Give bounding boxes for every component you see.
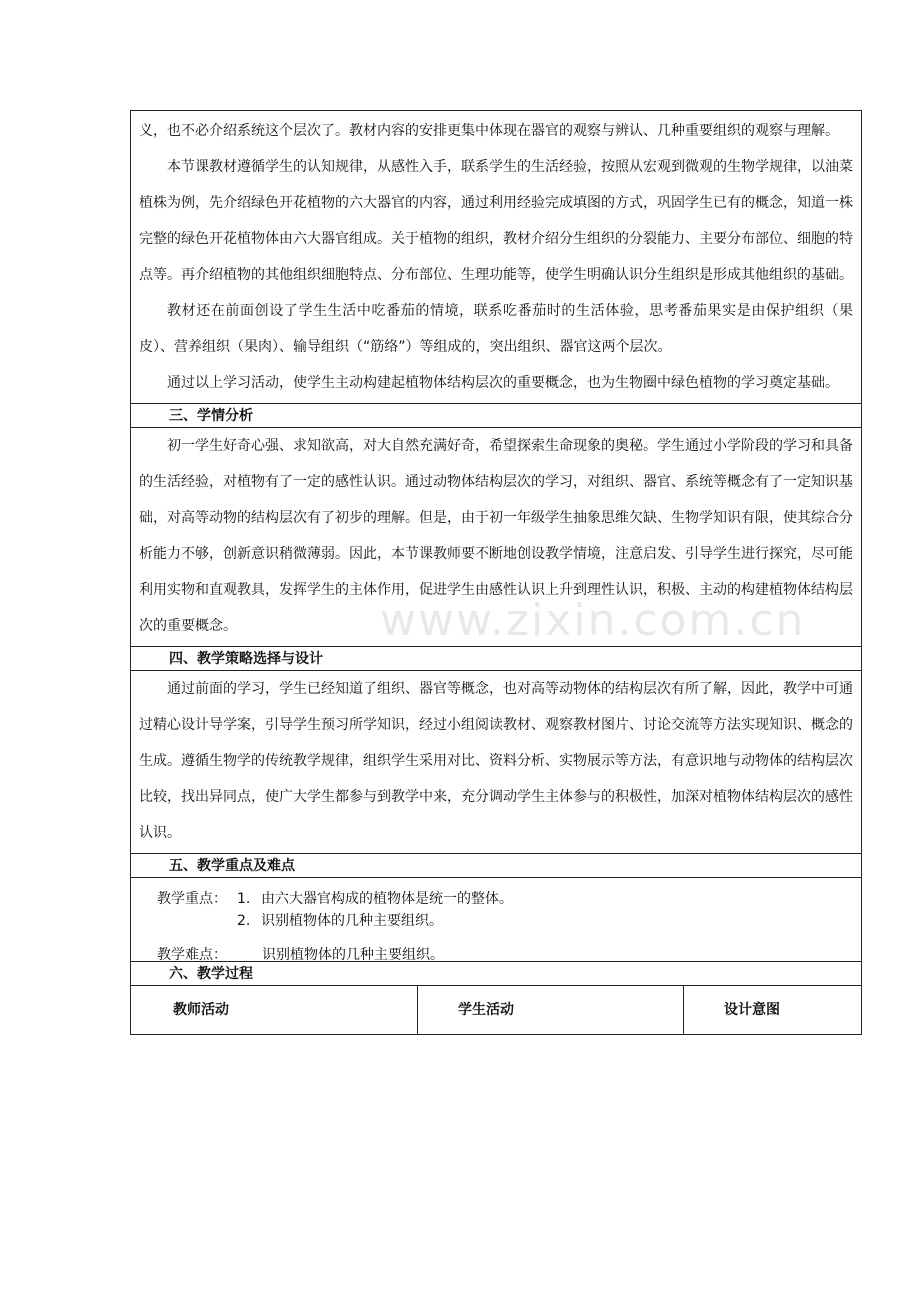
lesson-plan-table <box>130 110 862 1035</box>
difficulty-label: 教学难点： <box>157 947 227 963</box>
key-points-label: 教学重点： <box>157 891 227 907</box>
difficulty-text: 识别植物体的几种主要组织。 <box>262 947 444 963</box>
section-heading-student-analysis: 三、学情分析 <box>131 404 861 428</box>
difficulty-row <box>157 944 861 966</box>
section-heading-teaching-process: 六、教学过程 <box>131 962 861 986</box>
key-point-number: 1. <box>237 891 251 907</box>
key-point-row <box>157 888 861 910</box>
paragraph: 教材还在前面创设了学生生活中吃番茄的情境，联系吃番茄时的生活体验，思考番茄果实是由保护组织（果皮）、营养组织（果肉）、输导组织（“筋络”）等组成的，突出组织、器官这两个层次。 <box>139 303 853 355</box>
key-point-row <box>157 910 861 932</box>
column-header-teacher: 教师活动 <box>131 986 418 1034</box>
column-header-design-intent: 设计意图 <box>724 1002 780 1018</box>
section-heading-key-points: 五、教学重点及难点 <box>131 854 861 878</box>
column-header-student: 学生活动 <box>418 986 684 1034</box>
key-point-number: 2. <box>237 913 251 929</box>
paragraph: 初一学生好奇心强、求知欲高，对大自然充满好奇，希望探索生命现象的奥秘。学生通过小学阶段的学习和具备的生活经验，对植物有了一定的感性认识。通过动物体结构层次的学习，对组织、器官、系统等概念有了一定知识基础，对高等动物的结构层次有了初步的理解。但是，由于初一年级学生抽象思维欠缺、生物学知识有限，使其综合分析能力不够，创新意识稍微薄弱。因此，本节课教师要不断地创设教学情境，注意启发、引导学生进行探究，尽可能利用实物和直观教具，发挥学生的主体作用，促进学生由感性认识上升到理性认识，积极、主动的构建植物体结构层次的重要概念。 <box>139 438 853 634</box>
paragraph: 通过前面的学习，学生已经知道了组织、器官等概念，也对高等动物体的结构层次有所了解，因此，教学中可通过精心设计导学案，引导学生预习所学知识，经过小组阅读教材、观察教材图片、讨论交流等方法实现知识、概念的生成。遵循生物学的传统教学规律，组织学生采用对比、资料分析、实物展示等方法，有意识地与动物体的结构层次比较，找出异同点，使广大学生都参与到教学中来，充分调动学生主体参与的积极性，加深对植物体结构层次的感性认识。 <box>139 681 853 841</box>
paragraph: 义，也不必介绍系统这个层次了。教材内容的安排更集中体现在器官的观察与辨认、几种重要组织的观察与理解。 <box>139 123 839 139</box>
activity-header-row <box>131 986 861 1034</box>
key-point-text: 由六大器官构成的植物体是统一的整体。 <box>261 891 513 907</box>
key-points-cell <box>131 878 861 962</box>
paragraph: 本节课教材遵循学生的认知规律，从感性入手，联系学生的生活经验，按照从宏观到微观的生物学规律，以油菜植株为例，先介绍绿色开花植物的六大器官的内容，通过利用经验完成填图的方式，巩固学生已有的概念，知道一株完整的绿色开花植物体由六大器官组成。关于植物的组织，教材介绍分生组织的分裂能力、主要分布部位、细胞的特点等。再介绍植物的其他组织细胞特点、分布部位、生理功能等，使学生明确认识分生组织是形成其他组织的基础。 <box>139 159 853 283</box>
watermark: www.zixin.com.cn <box>380 595 806 646</box>
paragraph: 通过以上学习活动，使学生主动构建起植物体结构层次的重要概念，也为生物圈中绿色植物的学习奠定基础。 <box>167 375 839 391</box>
strategy-cell <box>131 671 861 854</box>
key-point-text: 识别植物体的几种主要组织。 <box>261 913 443 929</box>
section-heading-strategy: 四、教学策略选择与设计 <box>131 647 861 671</box>
textbook-analysis-cell <box>131 111 861 404</box>
